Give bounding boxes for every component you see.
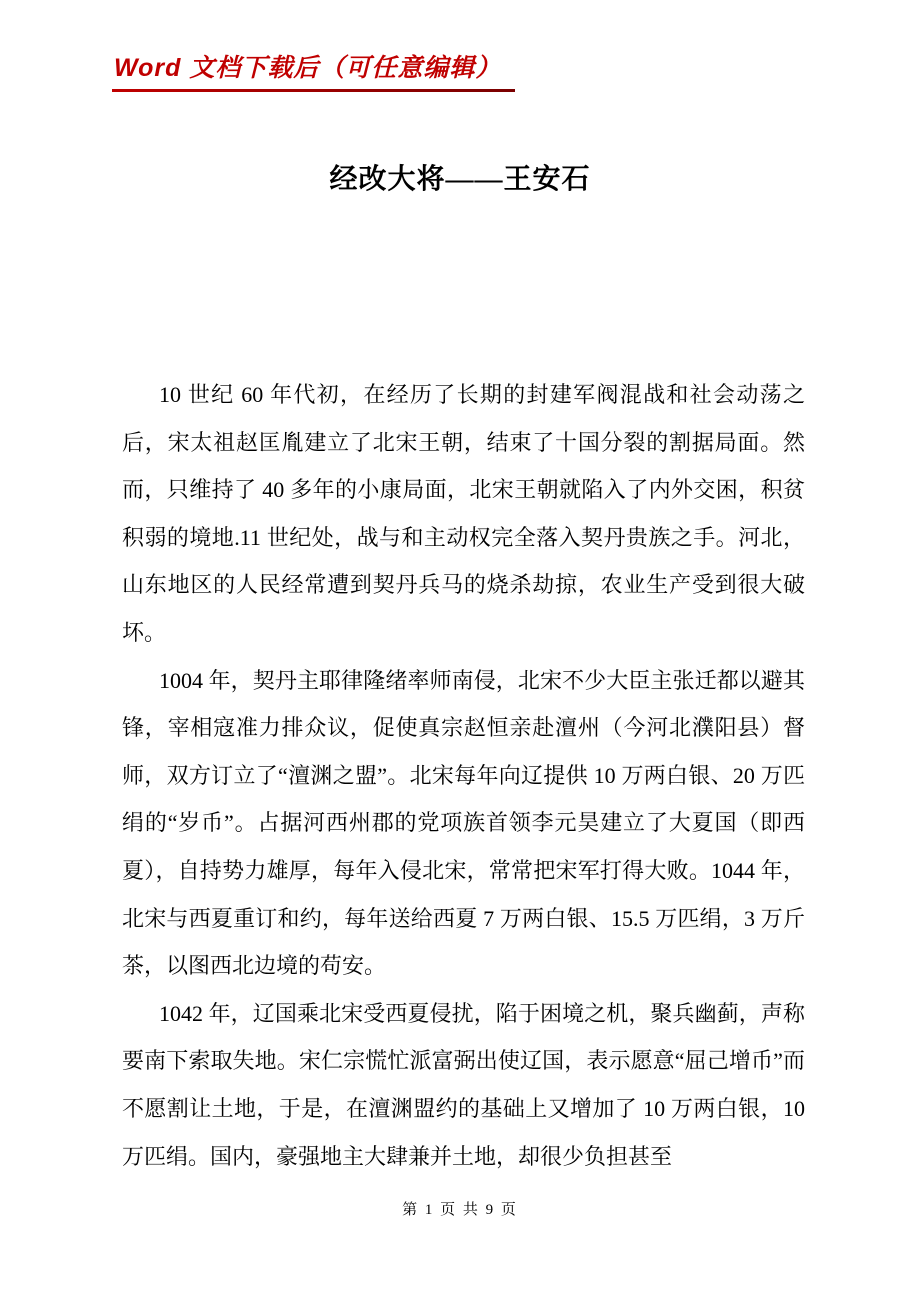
document-title: 经改大将——王安石 (329, 163, 591, 195)
download-notice-banner: Word 文档下载后（可任意编辑） (112, 48, 515, 92)
document-body (122, 371, 805, 1180)
body-paragraph: 10 世纪 60 年代初，在经历了长期的封建军阀混战和社会动荡之后，宋太祖赵匡胤建立了北宋王朝，结束了十国分裂的割据局面。然而，只维持了 40 多年的小康局面，北宋王朝就陷入了内外交困，积贫积弱的境地.11 世纪处，战与和主动权完全落入契丹贵族之手。河北，山东地区的人民经常遭到契丹兵马的烧杀劫掠，农业生产受到很大破坏。 (122, 382, 805, 645)
page-number-footer: 第 1 页 共 9 页 (402, 1202, 518, 1218)
body-paragraph: 1004 年，契丹主耶律隆绪率师南侵，北宋不少大臣主张迁都以避其锋，宰相寇准力排众议，促使真宗赵恒亲赴澶州（今河北濮阳县）督师，双方订立了“澶渊之盟”。北宋每年向辽提供 10 万两白银、20 万匹绢的“岁币”。占据河西州郡的党项族首领李元昊建立了大夏国（即西夏），自持势力雄厚，每年入侵北宋，常常把宋军打得大败。1044 年，北宋与西夏重订和约，每年送给西夏 7 万两白银、15.5 万匹绢，3 万斤茶，以图西北边境的苟安。 (122, 667, 805, 979)
body-paragraph: 1042 年，辽国乘北宋受西夏侵扰，陷于困境之机，聚兵幽蓟，声称要南下索取失地。宋仁宗慌忙派富弼出使辽国，表示愿意“屈己增币”而不愿割让土地，于是，在澶渊盟约的基础上又增加了 10 万两白银，10 万匹绢。国内，豪强地主大肆兼并土地，却很少负担甚至 (122, 1000, 805, 1169)
